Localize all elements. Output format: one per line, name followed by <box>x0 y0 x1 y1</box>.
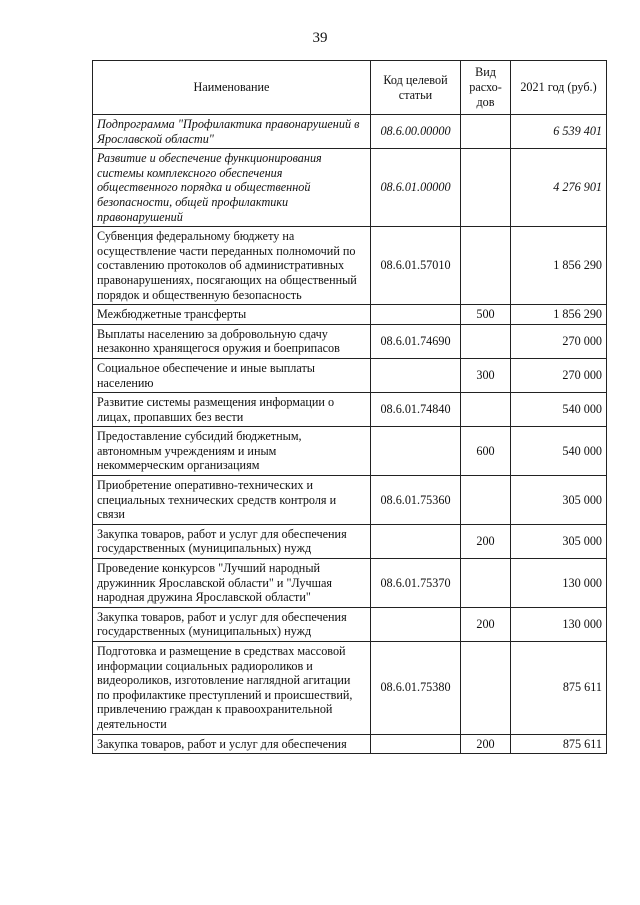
row-name-cell: Межбюджетные трансферты <box>93 305 371 325</box>
row-name-cell: Социальное обеспечение и иные выплаты населению <box>93 358 371 392</box>
row-type-cell <box>461 324 511 358</box>
table-row <box>93 607 607 641</box>
row-code-cell <box>371 358 461 392</box>
table-row <box>93 734 607 754</box>
row-amount-cell: 875 611 <box>511 734 607 754</box>
row-name-cell: Подготовка и размещение в средствах массовой информации социальных радиороликов и видеороликов, изготовление наглядной агитации по профилактике преступлений и происшествий, привлечению граждан к правоохранительной деятельности <box>93 642 371 735</box>
table-row <box>93 559 607 608</box>
budget-table <box>92 60 607 754</box>
row-amount-cell: 875 611 <box>511 642 607 735</box>
header-type: Вид расхо-дов <box>461 61 511 115</box>
row-name-cell: Подпрограмма "Профилактика правонарушений в Ярославской области" <box>93 115 371 149</box>
row-code-cell: 08.6.01.75380 <box>371 642 461 735</box>
row-code-cell: 08.6.01.75370 <box>371 559 461 608</box>
table-row <box>93 227 607 305</box>
row-type-cell <box>461 559 511 608</box>
row-type-cell: 200 <box>461 734 511 754</box>
row-code-cell: 08.6.01.00000 <box>371 149 461 227</box>
page-number: 39 <box>312 30 328 46</box>
row-amount-cell: 305 000 <box>511 476 607 525</box>
row-type-cell <box>461 393 511 427</box>
row-code-cell <box>371 305 461 325</box>
row-type-cell: 600 <box>461 427 511 476</box>
row-amount-cell: 270 000 <box>511 358 607 392</box>
row-amount-cell: 6 539 401 <box>511 115 607 149</box>
table-row <box>93 324 607 358</box>
row-name-cell: Закупка товаров, работ и услуг для обеспечения государственных (муниципальных) нужд <box>93 607 371 641</box>
row-type-cell <box>461 149 511 227</box>
table-row <box>93 642 607 735</box>
row-amount-cell: 540 000 <box>511 427 607 476</box>
row-code-cell <box>371 427 461 476</box>
table-row <box>93 358 607 392</box>
row-type-cell: 200 <box>461 607 511 641</box>
row-code-cell <box>371 734 461 754</box>
row-amount-cell: 1 856 290 <box>511 227 607 305</box>
row-type-cell: 200 <box>461 524 511 558</box>
table-row <box>93 393 607 427</box>
row-name-cell: Развитие и обеспечение функционирования системы комплексного обеспечения общественного порядка и общественной безопасности, общей профилактики правонарушений <box>93 149 371 227</box>
row-amount-cell: 270 000 <box>511 324 607 358</box>
row-type-cell <box>461 227 511 305</box>
row-amount-cell: 130 000 <box>511 607 607 641</box>
row-type-cell <box>461 642 511 735</box>
row-code-cell: 08.6.01.57010 <box>371 227 461 305</box>
row-code-cell: 08.6.00.00000 <box>371 115 461 149</box>
row-type-cell <box>461 115 511 149</box>
row-code-cell <box>371 524 461 558</box>
row-type-cell: 300 <box>461 358 511 392</box>
row-amount-cell: 305 000 <box>511 524 607 558</box>
row-name-cell: Предоставление субсидий бюджетным, автономным учреждениям и иным некоммерческим организациям <box>93 427 371 476</box>
row-code-cell: 08.6.01.74840 <box>371 393 461 427</box>
table-row <box>93 524 607 558</box>
table-row <box>93 149 607 227</box>
row-name-cell: Закупка товаров, работ и услуг для обеспечения <box>93 734 371 754</box>
table-row <box>93 305 607 325</box>
row-type-cell <box>461 476 511 525</box>
row-name-cell: Приобретение оперативно-технических и специальных технических средств контроля и связи <box>93 476 371 525</box>
header-row <box>93 61 607 115</box>
table-row <box>93 476 607 525</box>
header-amount: 2021 год (руб.) <box>511 61 607 115</box>
row-amount-cell: 1 856 290 <box>511 305 607 325</box>
row-amount-cell: 130 000 <box>511 559 607 608</box>
row-code-cell: 08.6.01.74690 <box>371 324 461 358</box>
row-code-cell: 08.6.01.75360 <box>371 476 461 525</box>
row-name-cell: Выплаты населению за добровольную сдачу незаконно хранящегося оружия и боеприпасов <box>93 324 371 358</box>
table-body <box>93 115 607 754</box>
row-type-cell: 500 <box>461 305 511 325</box>
table-header <box>93 61 607 115</box>
row-name-cell: Развитие системы размещения информации о лицах, пропавших без вести <box>93 393 371 427</box>
header-name: Наименование <box>93 61 371 115</box>
row-amount-cell: 540 000 <box>511 393 607 427</box>
row-amount-cell: 4 276 901 <box>511 149 607 227</box>
table-row <box>93 115 607 149</box>
header-code: Код целевой статьи <box>371 61 461 115</box>
row-code-cell <box>371 607 461 641</box>
row-name-cell: Субвенция федеральному бюджету на осуществление части переданных полномочий по составлению протоколов об административных правонарушениях, посягающих на общественный порядок и общественную безопасность <box>93 227 371 305</box>
table-row <box>93 427 607 476</box>
row-name-cell: Закупка товаров, работ и услуг для обеспечения государственных (муниципальных) нужд <box>93 524 371 558</box>
row-name-cell: Проведение конкурсов "Лучший народный дружинник Ярославской области" и "Лучшая народная дружина Ярославской области" <box>93 559 371 608</box>
